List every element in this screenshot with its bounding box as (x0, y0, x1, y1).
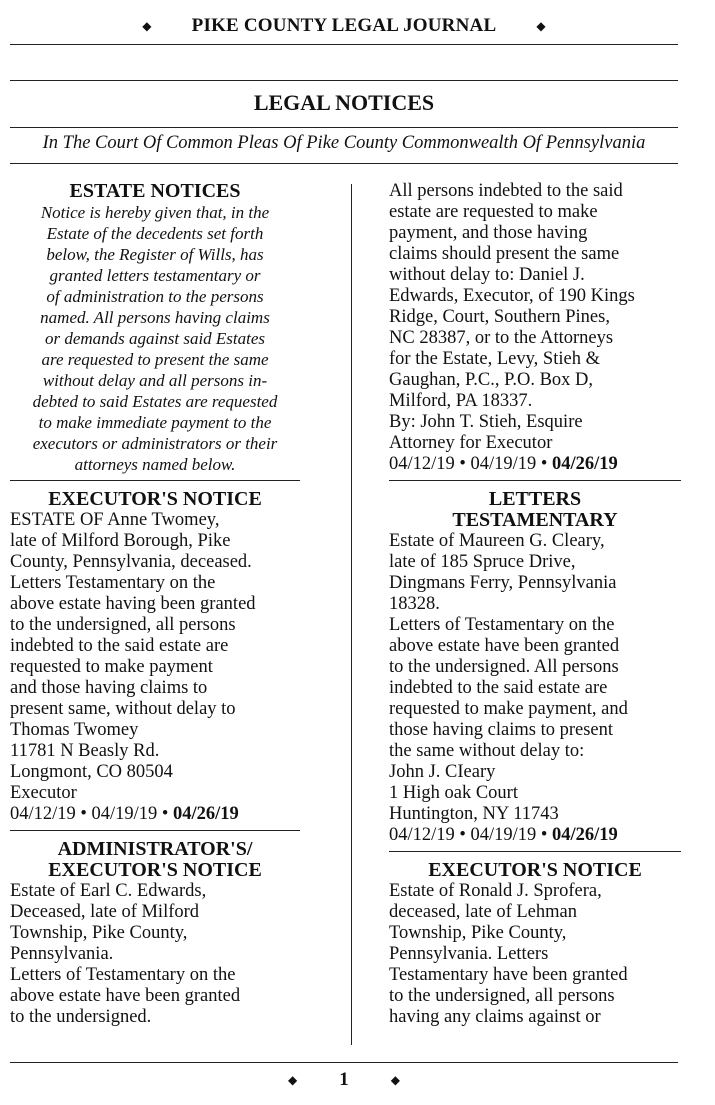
notice-line: Dingmans Ferry, Pennsylvania (389, 573, 617, 593)
intro-line: are requested to present the same (41, 350, 269, 369)
notice-line: Executor (10, 783, 77, 803)
estate-notices-heading: ESTATE NOTICES (69, 180, 241, 202)
notice-heading: ADMINISTRATOR'S/ (57, 838, 253, 860)
notice-line: 1 High oak Court (389, 783, 518, 803)
intro-line: without delay and all persons in- (42, 371, 268, 390)
notice-line: payment, and those having (389, 223, 588, 243)
intro-line: debted to said Estates are requested (32, 392, 278, 411)
notice-line: Milford, PA 18337. (389, 391, 533, 411)
page-footer (10, 1066, 678, 1094)
notice-line: to the undersigned, all persons (389, 986, 615, 1006)
notice-line: the same without delay to: (389, 741, 585, 761)
dates-text: 04/12/19 • 04/19/19 • (10, 804, 174, 824)
notice-line: By: John T. Stieh, Esquire (389, 412, 583, 432)
notice-line: Pennsylvania. (10, 944, 114, 964)
notice-line: late of 185 Spruce Drive, (389, 552, 576, 572)
notice-line: Estate of Ronald J. Sprofera, (389, 881, 602, 901)
notice-line: Thomas Twomey (10, 720, 139, 740)
page-number: 1 (339, 1069, 349, 1090)
footer-rule (10, 1062, 678, 1063)
intro-line: granted letters testamentary or (49, 266, 261, 285)
notice-line: Estate of Earl C. Edwards, (10, 881, 207, 901)
notice-line: requested to make payment (10, 657, 213, 677)
header-rule (10, 44, 678, 45)
notice-line: Deceased, late of Milford (10, 902, 200, 922)
notice-separator (10, 480, 300, 481)
estate-notices-intro (10, 202, 300, 475)
intro-line: Notice is hereby given that, in the (40, 203, 270, 222)
final-date: 04/26/19 (173, 804, 239, 824)
notice-heading: LETTERS (488, 488, 582, 510)
notice-line: Estate of Maureen G. Cleary, (389, 531, 605, 551)
notice-separator (10, 830, 300, 831)
administrators-notice-continued (389, 181, 681, 475)
notice-line: All persons indebted to the said (389, 181, 623, 201)
letters-testamentary-maureen-cleary (389, 489, 681, 846)
notice-line: having any claims against or (389, 1007, 601, 1027)
executors-notice-anne-twomey (10, 489, 300, 825)
publication-dates (10, 804, 300, 825)
notice-line: Township, Pike County, (10, 923, 188, 943)
intro-line: executors or administrators or their (32, 434, 278, 453)
notice-heading: EXECUTOR'S NOTICE (48, 859, 262, 881)
notice-line: those having claims to present (389, 720, 614, 740)
notice-line: Letters of Testamentary on the (389, 615, 615, 635)
estate-notices (10, 181, 300, 475)
notice-line: ESTATE OF Anne Twomey, (10, 510, 220, 530)
notice-heading: EXECUTOR'S NOTICE (428, 859, 642, 881)
notice-line: requested to make payment, and (389, 699, 628, 719)
notice-line: to the undersigned. All persons (389, 657, 619, 677)
diamond-ornament-icon: ◆ (288, 1072, 298, 1087)
notice-line: for the Estate, Levy, Stieh & (389, 349, 600, 369)
notice-line: Testamentary have been granted (389, 965, 628, 985)
notice-heading: TESTAMENTARY (452, 509, 618, 531)
right-column (389, 181, 681, 1028)
notice-line: 18328. (389, 594, 440, 614)
notice-line: to the undersigned, all persons (10, 615, 236, 635)
column-divider (351, 184, 352, 1045)
section-rule (10, 127, 678, 128)
notice-line: NC 28387, or to the Attorneys (389, 328, 614, 348)
notice-line: Edwards, Executor, of 190 Kings (389, 286, 635, 306)
dates-text: 04/12/19 • 04/19/19 • (389, 825, 553, 845)
final-date: 04/26/19 (552, 454, 618, 474)
intro-line: of administration to the persons (46, 287, 264, 306)
notice-line: to the undersigned. (10, 1007, 152, 1027)
notice-line: 11781 N Beasly Rd. (10, 741, 160, 761)
notice-line: indebted to the said estate are (10, 636, 229, 656)
intro-line: attorneys named below. (74, 455, 236, 474)
notice-line: Pennsylvania. Letters (389, 944, 549, 964)
running-head (10, 14, 678, 38)
intro-line: to make immediate payment to the (38, 413, 272, 432)
final-date: 04/26/19 (552, 825, 618, 845)
notice-line: Township, Pike County, (389, 923, 567, 943)
notice-line: above estate have been granted (389, 636, 620, 656)
intro-line: or demands against said Estates (44, 329, 266, 348)
notice-line: above estate have been granted (10, 986, 241, 1006)
diamond-ornament-icon: ◆ (142, 18, 152, 33)
court-rule (10, 163, 678, 164)
notice-line: estate are requested to make (389, 202, 598, 222)
notice-line: indebted to the said estate are (389, 678, 608, 698)
executors-notice-ronald-sprofera (389, 860, 681, 1028)
notice-line: above estate having been granted (10, 594, 256, 614)
notice-line: claims should present the same (389, 244, 620, 264)
publication-dates (389, 454, 681, 475)
notice-line: Huntington, NY 11743 (389, 804, 559, 824)
notice-separator (389, 851, 681, 852)
notice-line: present same, without delay to (10, 699, 236, 719)
dates-text: 04/12/19 • 04/19/19 • (389, 454, 553, 474)
notice-line: and those having claims to (10, 678, 208, 698)
court-line: In The Court Of Common Pleas Of Pike County Commonwealth Of Pennsylvania (42, 133, 646, 153)
notice-line: Letters of Testamentary on the (10, 965, 236, 985)
notice-line: County, Pennsylvania, deceased. (10, 552, 252, 572)
notice-heading: EXECUTOR'S NOTICE (48, 488, 262, 510)
notice-separator (389, 480, 681, 481)
journal-title: PIKE COUNTY LEGAL JOURNAL (191, 15, 497, 36)
notice-line: Gaughan, P.C., P.O. Box D, (389, 370, 594, 390)
intro-line: Estate of the decedents set forth (46, 224, 264, 243)
section-top-rule (10, 80, 678, 81)
notice-line: Ridge, Court, Southern Pines, (389, 307, 610, 327)
notice-line: late of Milford Borough, Pike (10, 531, 231, 551)
notice-line: deceased, late of Lehman (389, 902, 577, 922)
intro-line: below, the Register of Wills, has (46, 245, 264, 264)
section-title: LEGAL NOTICES (253, 90, 435, 115)
notice-line: Longmont, CO 80504 (10, 762, 173, 782)
diamond-ornament-icon: ◆ (390, 1072, 400, 1087)
notice-line: Attorney for Executor (389, 433, 553, 453)
notice-line: John J. CIeary (389, 762, 496, 782)
notice-line: without delay to: Daniel J. (389, 265, 585, 285)
intro-line: named. All persons having claims (40, 308, 270, 327)
publication-dates (389, 825, 681, 846)
administrators-executors-notice-earl-edwards (10, 839, 300, 1028)
left-column (10, 181, 300, 1028)
diamond-ornament-icon: ◆ (536, 18, 546, 33)
notice-line: Letters Testamentary on the (10, 573, 216, 593)
